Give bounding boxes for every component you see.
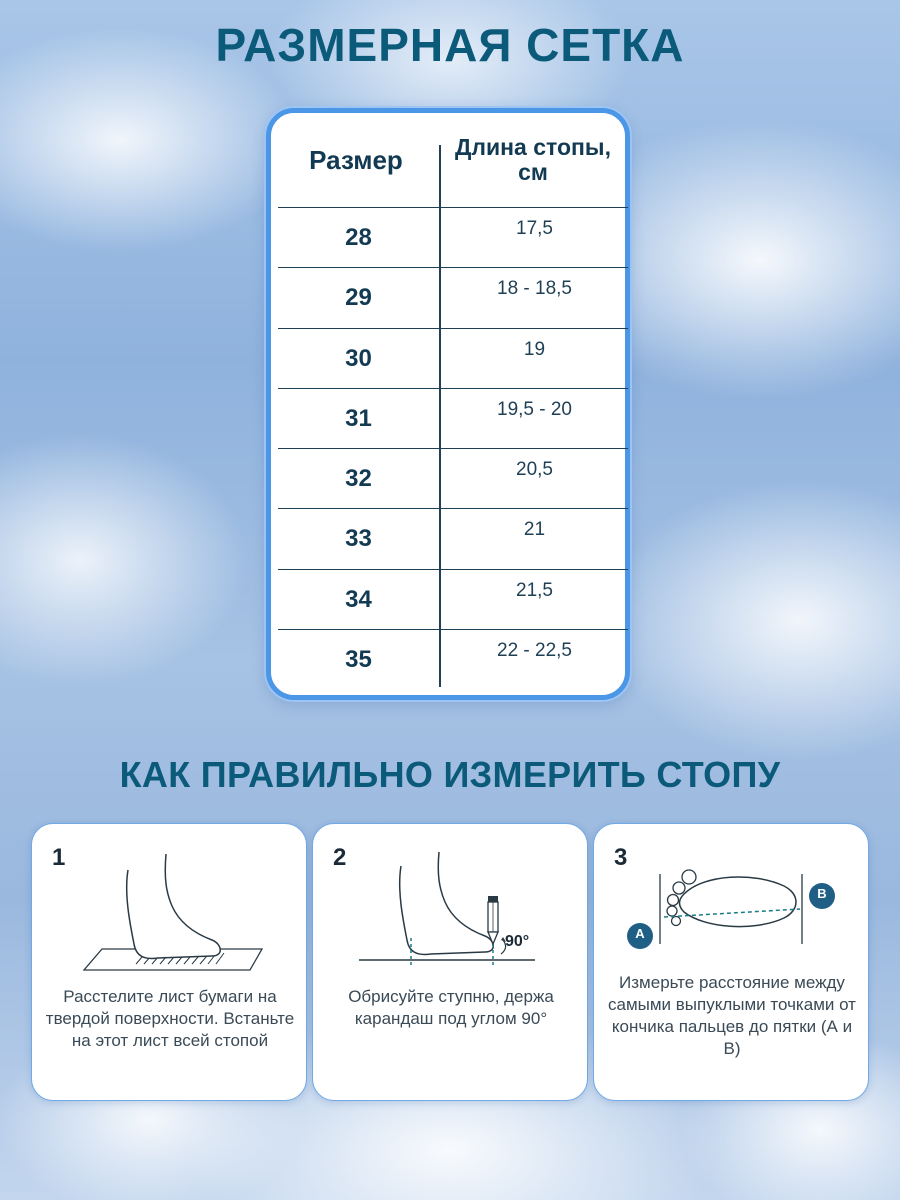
table-row	[278, 448, 628, 508]
header-size: Размер	[309, 144, 403, 175]
row-size: 33	[345, 525, 372, 553]
row-size: 31	[345, 404, 372, 432]
step-number: 1	[52, 844, 66, 871]
row-length: 20,5	[516, 459, 553, 481]
step-text: Обрисуйте ступню, держа карандаш под углом 90°	[348, 987, 554, 1029]
table-row	[278, 508, 628, 568]
table-header	[271, 113, 625, 207]
table-rows	[278, 207, 628, 689]
row-size: 30	[345, 344, 372, 372]
row-length: 17,5	[516, 218, 553, 239]
row-size: 28	[345, 224, 372, 251]
step-card-2	[312, 823, 588, 1101]
header-length: Длина стопы, см	[455, 133, 611, 185]
foot-on-paper-icon	[32, 844, 308, 994]
table-row	[278, 328, 628, 388]
row-length: 21,5	[516, 579, 553, 601]
section-subtitle: КАК ПРАВИЛЬНО ИЗМЕРИТЬ СТОПУ	[119, 754, 781, 795]
point-a-label: A	[635, 926, 645, 941]
row-size: 29	[345, 284, 372, 312]
step-number: 2	[333, 844, 347, 871]
step-card-3	[593, 823, 869, 1101]
row-size: 35	[345, 646, 372, 674]
table-row	[278, 388, 628, 448]
step-card-1	[31, 823, 307, 1101]
page-title: РАЗМЕРНАЯ СЕТКА	[215, 19, 685, 71]
step-text: Измерьте расстояние между самыми выпуклыми точками от кончика пальцев до пятки (А и В)	[608, 973, 856, 1059]
table-row	[278, 629, 628, 689]
row-length: 22 - 22,5	[497, 640, 572, 662]
row-length: 18 - 18,5	[497, 278, 572, 300]
table-row	[278, 267, 628, 327]
row-length: 19	[523, 338, 546, 360]
foot-trace-pencil-icon	[313, 844, 589, 994]
row-length: 21	[523, 519, 546, 541]
table-row	[278, 207, 628, 267]
step-number: 3	[614, 844, 628, 871]
row-size: 32	[345, 465, 372, 493]
size-table	[266, 108, 630, 700]
point-b-label: B	[817, 886, 827, 901]
pencil-icon	[488, 896, 498, 944]
table-row	[278, 569, 628, 629]
row-size: 34	[345, 585, 372, 613]
row-length: 19,5 - 20	[497, 398, 572, 420]
angle-label: 90°	[505, 933, 530, 950]
step-text: Расстелите лист бумаги на твердой поверхности. Встаньте на этот лист всей стопой	[45, 987, 295, 1051]
